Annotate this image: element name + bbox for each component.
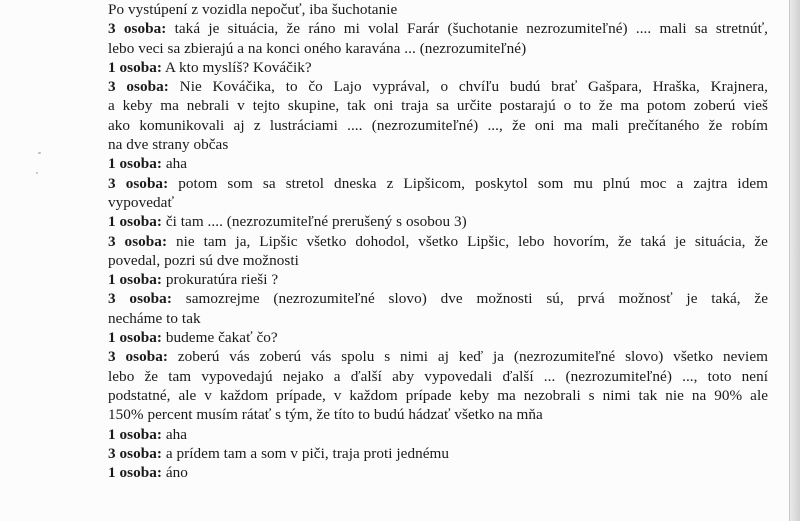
transcript-line — [108, 386, 768, 405]
utterance-text: potom som sa stretol dneska z Lipšicom, poskytol som mu plnú moc a zajtra idem — [178, 174, 768, 192]
transcript-line — [108, 463, 768, 482]
transcript-line — [108, 405, 768, 424]
speaker-label: 3 osoba: — [108, 232, 168, 250]
intro-line: Po vystúpení z vozidla nepočuť, iba šuchotanie — [108, 1, 398, 18]
utterance-text: A kto myslíš? Kováčik? — [165, 58, 312, 76]
utterance-text: ako komunikovali aj z lustráciami .... (nezrozumiteľné) ..., že oni ma mali prečítaného že robím — [108, 116, 768, 134]
speaker-label: 1 osoba: — [108, 464, 162, 482]
speaker-label: 1 osoba: — [108, 58, 162, 76]
utterance-text: a prídem tam a som v piči, traja proti jednému — [165, 444, 450, 462]
speaker-label: 1 osoba: — [108, 271, 162, 289]
utterance-text: lebo veci sa zbierajú a na konci oného karavána ... (nezrozumiteľné) — [108, 39, 527, 57]
transcript-line — [108, 135, 768, 154]
speaker-label: 3 osoba: — [108, 290, 172, 308]
utterance-text: prokuratúra rieši ? — [165, 271, 279, 289]
utterance-text: vypovedať — [108, 193, 174, 211]
transcript-line — [108, 19, 768, 38]
utterance-text: áno — [165, 464, 188, 482]
transcript-line — [108, 347, 768, 366]
speaker-label: 3 osoba: — [108, 444, 162, 462]
scan-speck — [36, 172, 38, 174]
transcript-line — [108, 232, 768, 251]
transcript-line — [108, 309, 768, 328]
transcript-line — [108, 116, 768, 135]
transcript-line — [108, 193, 768, 212]
utterance-text: zoberú vás zoberú vás spolu s nimi aj keď ja (nezrozumiteľné slovo) všetko neviem — [177, 348, 768, 366]
utterance-text: podstatné, ale v každom prípade, v každom prípade keby ma nezobrali s nimi tak nie na 90% ale — [108, 386, 768, 404]
transcript-line — [108, 77, 768, 96]
speaker-label: 1 osoba: — [108, 329, 162, 347]
utterance-text: Nie Kováčika, to čo Lajo vyprával, o chvíľu budú brať Gašpara, Hraška, Krajnera, — [179, 78, 768, 96]
speaker-label: 3 osoba: — [108, 174, 169, 192]
transcript-line — [108, 58, 768, 77]
transcript-body — [108, 0, 768, 482]
transcript-line — [108, 425, 768, 444]
transcript-line — [108, 154, 768, 173]
scan-speck — [38, 152, 41, 154]
speaker-label: 3 osoba: — [108, 20, 167, 38]
utterance-text: aha — [165, 155, 188, 173]
utterance-text: nie tam ja, Lipšic všetko dohodol, všetko Lipšic, lebo hovorím, že taká je situácia, že — [175, 232, 768, 250]
utterance-text: budeme čakať čo? — [165, 329, 278, 347]
transcript-line — [108, 367, 768, 386]
utterance-text: či tam .... (nezrozumiteľné prerušený s osobou 3) — [165, 213, 467, 231]
transcript-line — [108, 270, 768, 289]
transcript-line — [108, 96, 768, 115]
utterance-text: taká je situácia, že ráno mi volal Farár (šuchotanie nezrozumiteľné) .... mali sa stretnúť, — [174, 20, 768, 38]
utterance-text: 150% percent musím rátať s tým, že títo to budú hádzať všetko na mňa — [108, 406, 543, 424]
speaker-label: 3 osoba: — [108, 348, 168, 366]
utterance-text: povedal, pozri sú dve možnosti — [108, 251, 299, 269]
page-edge — [789, 0, 800, 521]
transcript-line — [108, 174, 768, 193]
transcript-line — [108, 328, 768, 347]
utterance-text: aha — [165, 425, 188, 443]
transcript-line — [108, 289, 768, 308]
speaker-label: 1 osoba: — [108, 213, 162, 231]
transcript-line — [108, 251, 768, 270]
transcript-line — [108, 444, 768, 463]
utterance-text: lebo že tam vypovedajú nejako a ďalší aby vypovedali ďalší ... (nezrozumiteľné) ..., toto není — [108, 367, 768, 385]
transcript-line — [108, 39, 768, 58]
utterance-text: a keby ma nebrali v tejto skupine, tak oni traja sa určite postarajú o to že ma potom zoberú vieš — [108, 97, 768, 115]
transcript-line — [108, 212, 768, 231]
speaker-label: 3 osoba: — [108, 78, 169, 96]
speaker-label: 1 osoba: — [108, 155, 162, 173]
utterance-text: na dve strany občas — [108, 136, 229, 154]
utterance-text: necháme to tak — [108, 309, 201, 327]
utterance-text: samozrejme (nezrozumiteľné slovo) dve možnosti sú, prvá možnosť je taká, že — [185, 290, 768, 308]
speaker-label: 1 osoba: — [108, 425, 162, 443]
